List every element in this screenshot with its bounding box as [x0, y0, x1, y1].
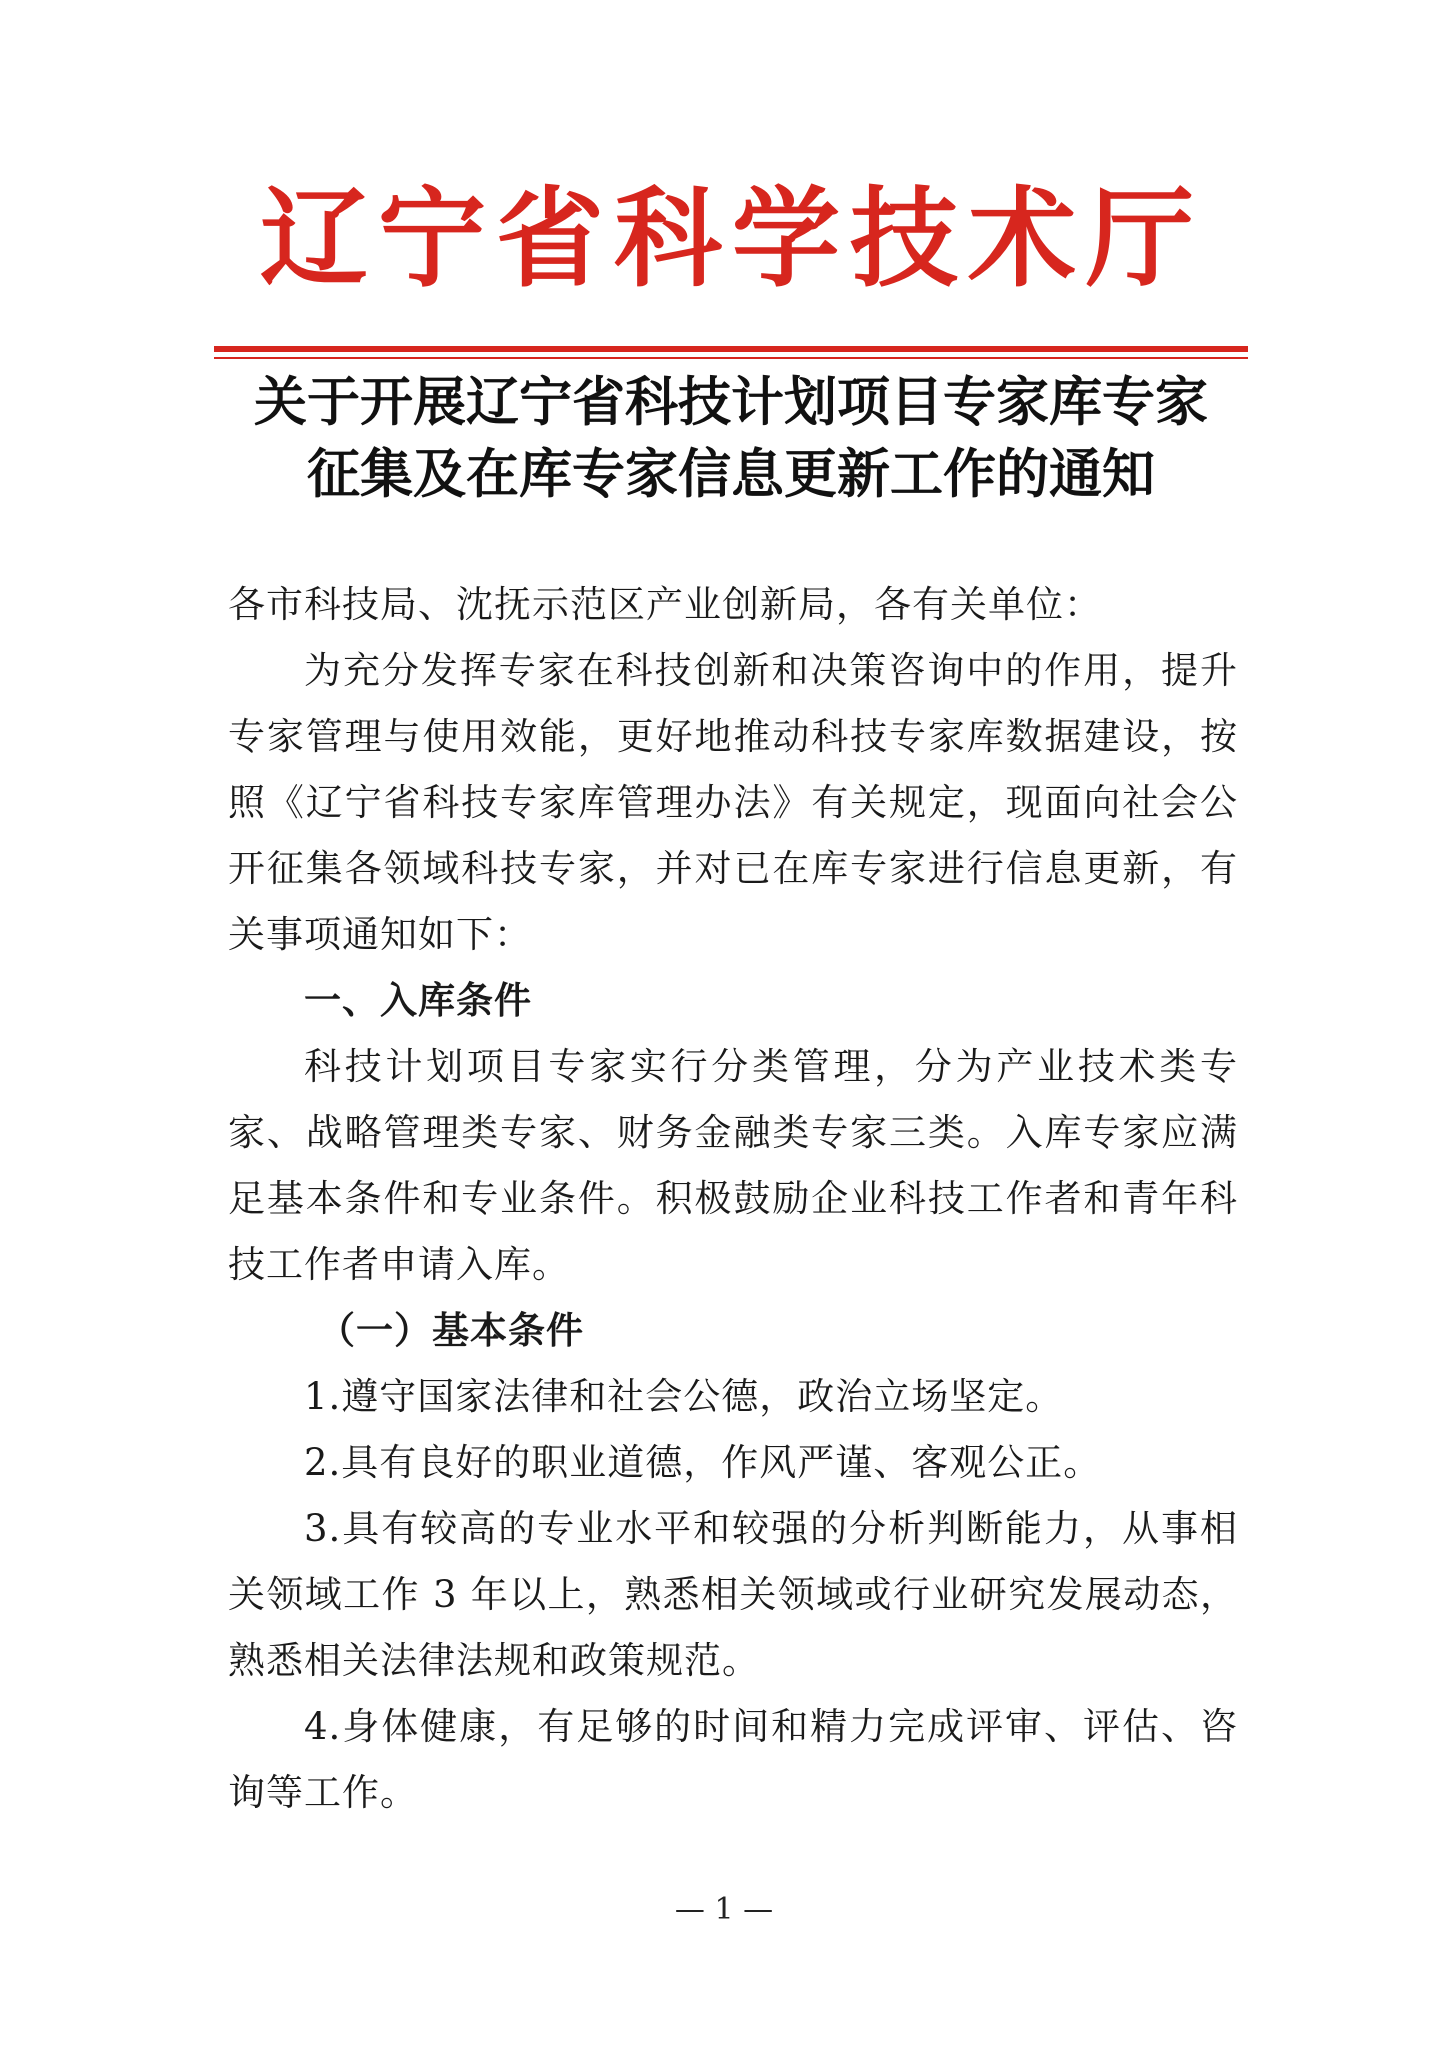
section-heading-1: 一、入库条件 — [304, 979, 532, 1022]
red-divider-thick — [214, 346, 1248, 352]
intro-paragraph: 为充分发挥专家在科技创新和决策咨询中的作用，提升专家管理与使用效能，更好地推动科技专家库数据建设，按照《辽宁省科技专家库管理办法》有关规定，现面向社会公开征集各领域科技专家，并对已在库专家进行信息更新，有关事项通知如下： — [228, 649, 1238, 956]
page-number: — 1 — — [674, 1892, 774, 1927]
section-1-paragraph: 科技计划项目专家实行分类管理，分为产业技术类专家、战略管理类专家、财务金融类专家三类。入库专家应满足基本条件和专业条件。积极鼓励企业科技工作者和青年科技工作者申请入库。 — [228, 1045, 1238, 1286]
masthead-title: 辽宁省科学技术厅 — [260, 177, 1205, 302]
document-title — [214, 366, 1248, 510]
condition-item-4: 4.身体健康，有足够的时间和精力完成评审、评估、咨询等工作。 — [228, 1705, 1238, 1814]
red-divider-thin — [214, 357, 1248, 359]
condition-item-3: 3.具有较高的专业水平和较强的分析判断能力，从事相关领域工作 3 年以上，熟悉相关领域或行业研究发展动态，熟悉相关法律法规和政策规范。 — [228, 1507, 1238, 1682]
document-title-line-1: 关于开展辽宁省科技计划项目专家库专家 — [254, 371, 1208, 433]
salutation: 各市科技局、沈抚示范区产业创新局，各有关单位： — [228, 583, 1102, 626]
document-title-line-2: 征集及在库专家信息更新工作的通知 — [307, 443, 1155, 505]
condition-item-1: 1.遵守国家法律和社会公德，政治立场坚定。 — [304, 1375, 1064, 1418]
condition-item-2: 2.具有良好的职业道德，作风严谨、客观公正。 — [304, 1441, 1102, 1484]
document-body — [228, 638, 1238, 1826]
subsection-heading-basic-conditions: （一）基本条件 — [318, 1309, 584, 1352]
